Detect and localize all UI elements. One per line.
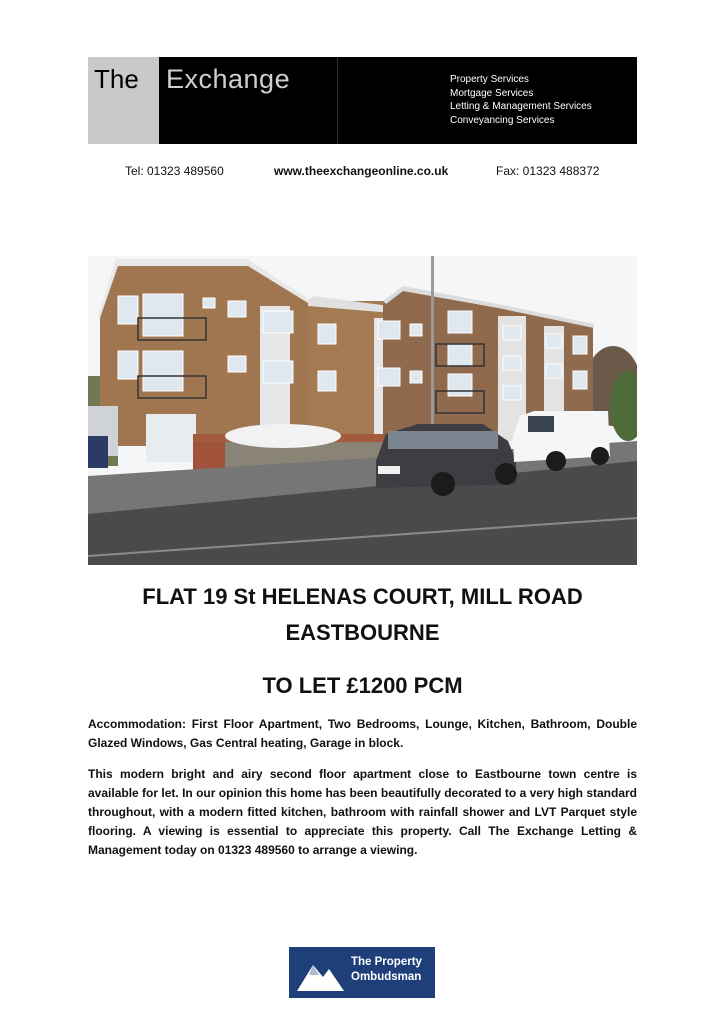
services-list (450, 73, 592, 127)
property-photo (88, 256, 637, 565)
company-banner (88, 57, 637, 144)
property-ombudsman-logo (289, 947, 435, 998)
banner-divider (337, 57, 338, 144)
brand-the: The (88, 57, 159, 144)
ombudsman-mountain-icon (289, 947, 349, 998)
address-line-1: FLAT 19 St HELENAS COURT, MILL ROAD (142, 584, 583, 609)
description-text: This modern bright and airy second floor apartment close to Eastbourne town centre is available for let. In our opinion this home has been beautifully decorated to a very high standard throughout, with a modern fitted kitchen, bathroom with rainfall shower and LVT Parquet style flooring. A viewing is essential to appreciate this property. Call The Exchange Letting & Management today on 01323 489560 to arrange a viewing. (88, 767, 637, 857)
ombudsman-line-1: The Property (351, 956, 422, 968)
website-link[interactable]: www.theexchangeonline.co.uk (274, 164, 449, 178)
brand-exchange: Exchange (166, 64, 291, 94)
rental-price: TO LET £1200 PCM (262, 673, 463, 698)
service-item: Conveyancing Services (450, 114, 555, 126)
service-item: Property Services (450, 74, 529, 85)
service-item: Letting & Management Services (450, 101, 592, 112)
address-line-2: EASTBOURNE (285, 620, 440, 645)
accommodation-text: Accommodation: First Floor Apartment, Two Bedrooms, Lounge, Kitchen, Bathroom, Double Glazed Windows, Gas Central heating, Garage in block. (88, 717, 637, 750)
telephone: Tel: 01323 489560 (125, 164, 224, 178)
ombudsman-line-2: Ombudsman (351, 971, 422, 983)
fax: Fax: 01323 488372 (496, 164, 600, 178)
service-item: Mortgage Services (450, 87, 534, 99)
